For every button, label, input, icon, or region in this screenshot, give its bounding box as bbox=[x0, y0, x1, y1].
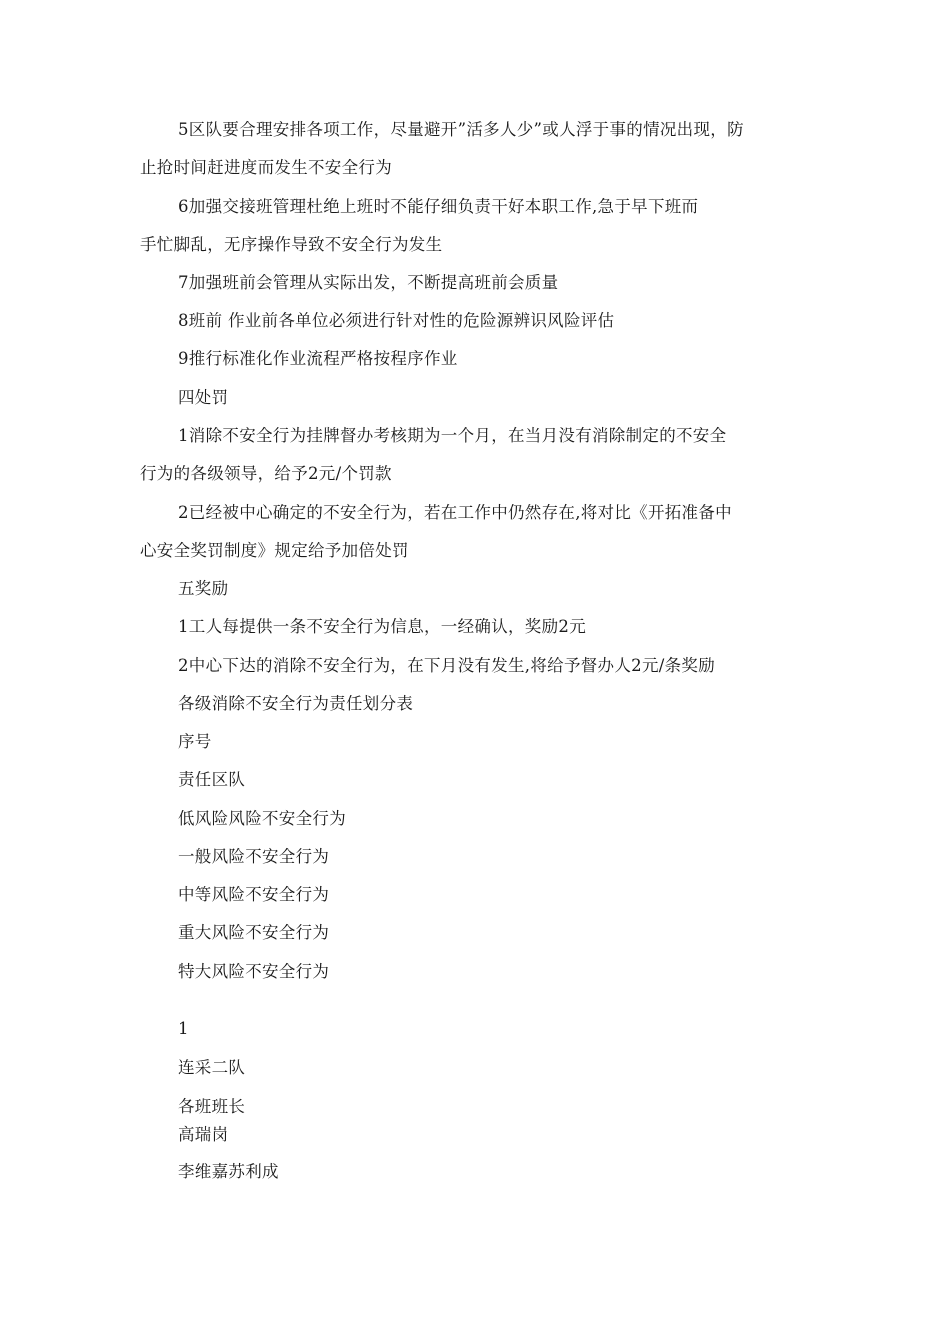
table-header-cell: 一般风险不安全行为 bbox=[178, 847, 330, 866]
table-cell: 连采二队 bbox=[178, 1058, 246, 1077]
table-cell: 1 bbox=[178, 1019, 189, 1038]
text-line: 行为的各级领导，给予2元/个罚款 bbox=[140, 464, 392, 483]
table-cell: 各班班长 bbox=[178, 1097, 246, 1116]
text-line: 2已经被中心确定的不安全行为，若在工作中仍然存在,将对比《开拓准备中 bbox=[178, 503, 732, 522]
text-line: 9推行标准化作业流程严格按程序作业 bbox=[178, 349, 458, 368]
table-cell: 高瑞岗 bbox=[178, 1125, 229, 1144]
section-heading: 五奖励 bbox=[178, 579, 229, 598]
table-header-cell: 重大风险不安全行为 bbox=[178, 923, 330, 942]
text-line: 6加强交接班管理杜绝上班时不能仔细负责干好本职工作,急于早下班而 bbox=[178, 197, 699, 216]
text-line: 手忙脚乱，无序操作导致不安全行为发生 bbox=[140, 235, 443, 254]
table-header-cell: 责任区队 bbox=[178, 770, 246, 789]
text-line: 7加强班前会管理从实际出发，不断提高班前会质量 bbox=[178, 273, 559, 292]
table-header-cell: 中等风险不安全行为 bbox=[178, 885, 330, 904]
text-line: 1工人每提供一条不安全行为信息，一经确认，奖励2元 bbox=[178, 617, 586, 636]
section-heading: 四处罚 bbox=[178, 388, 229, 407]
text-line: 止抢时间赶进度而发生不安全行为 bbox=[140, 158, 392, 177]
text-line: 8班前 作业前各单位必须进行针对性的危险源辨识风险评估 bbox=[178, 311, 615, 330]
text-line: 心安全奖罚制度》规定给予加倍处罚 bbox=[140, 541, 409, 560]
table-header-cell: 低风险风险不安全行为 bbox=[178, 809, 346, 828]
table-cell: 李维嘉苏利成 bbox=[178, 1162, 279, 1181]
table-title: 各级消除不安全行为责任划分表 bbox=[178, 694, 414, 713]
text-line: 5区队要合理安排各项工作，尽量避开”活多人少”或人浮于事的情况出现，防 bbox=[178, 120, 744, 139]
text-line: 1消除不安全行为挂牌督办考核期为一个月，在当月没有消除制定的不安全 bbox=[178, 426, 727, 445]
text-line: 2中心下达的消除不安全行为，在下月没有发生,将给予督办人2元/条奖励 bbox=[178, 656, 715, 675]
table-header-cell: 序号 bbox=[178, 732, 212, 751]
table-header-cell: 特大风险不安全行为 bbox=[178, 962, 330, 981]
